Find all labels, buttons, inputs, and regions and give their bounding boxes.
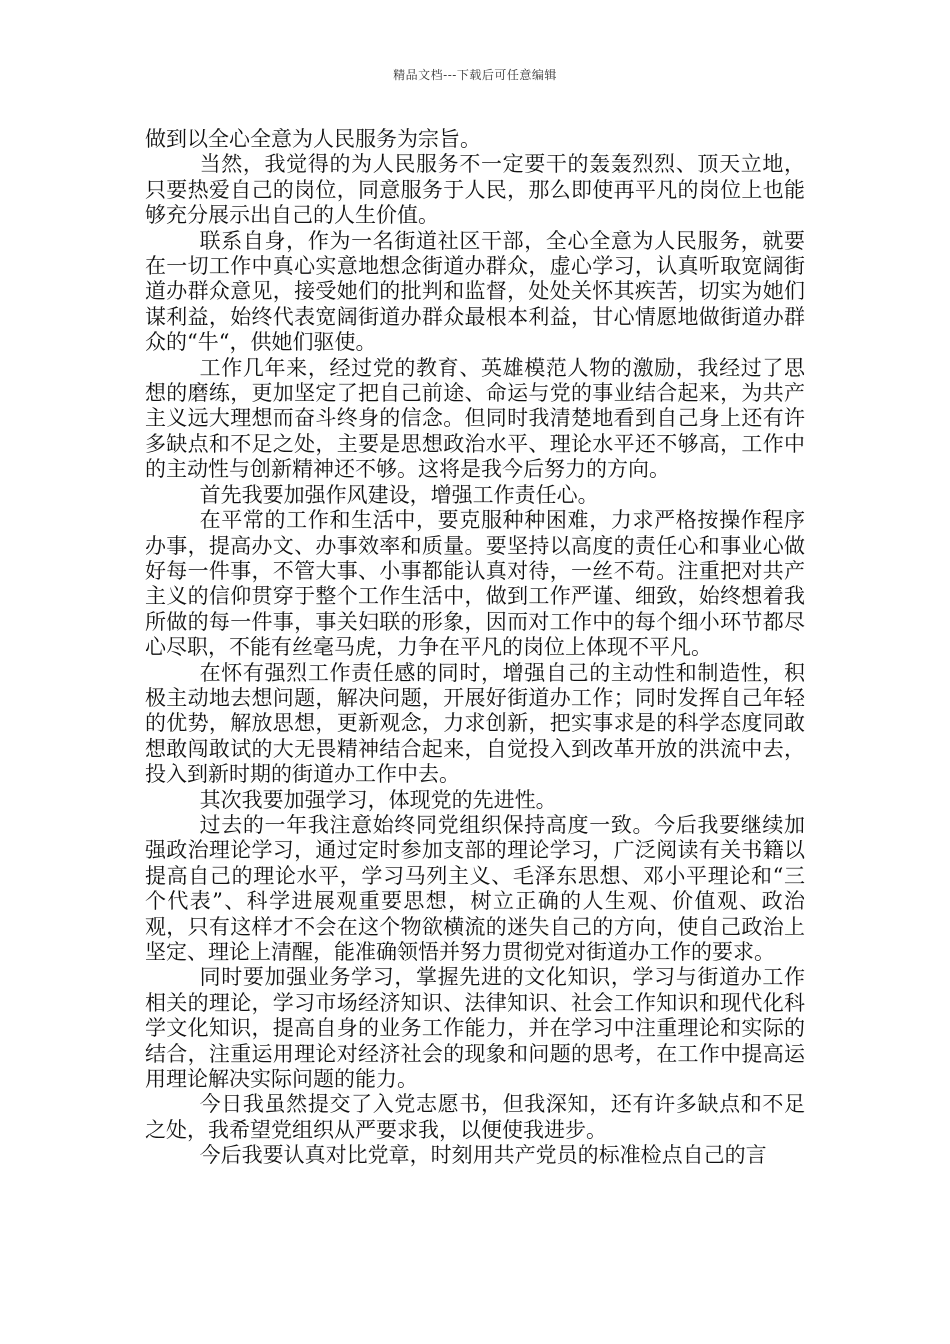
paragraph: 今后我要认真对比党章，时刻用共产党员的标准检点自己的言 (199, 1143, 767, 1168)
paragraph: 其次我要加强学习，体现党的先进性。 (199, 787, 557, 812)
paragraph: 今日我虽然提交了入党志愿书，但我深知，还有许多缺点和不足之处，我希望党组织从严要求我，以便使我进步。 (145, 1092, 805, 1142)
paragraph: 做到以全心全意为人民服务为宗旨。 (145, 127, 481, 151)
paragraph: 工作几年来，经过党的教育、英雄模范人物的激励，我经过了思想的磨练，更加坚定了把自己前途、命运与党的事业结合起来，为共产主义远大理想而奋斗终身的信念。但同时我清楚地看到自己身上还有许多缺点和不足之处，主要是思想政治水平、理论水平还不够高，工作中的主动性与创新精神还不够。这将是我今后努力的方向。 (145, 355, 805, 482)
paragraph: 同时要加强业务学习，掌握先进的文化知识，学习与街道办工作相关的理论，学习市场经济知识、法律知识、社会工作知识和现代化科学文化知识，提高自身的业务工作能力，并在学习中注重理论和实际的结合，注重运用理论对经济社会的现象和问题的思考，在工作中提高运用理论解决实际问题的能力。 (145, 965, 805, 1092)
page-header: 精品文档---下载后可任意编辑 (393, 68, 557, 82)
paragraph: 首先我要加强作风建设，增强工作责任心。 (199, 482, 599, 507)
paragraph: 联系自身，作为一名街道社区干部，全心全意为人民服务，就要在一切工作中真心实意地想念街道办群众，虚心学习，认真听取宽阔街道办群众意见，接受她们的批判和监督，处处关怀其疾苦，切实为她们谋利益，始终代表宽阔街道办群众最根本利益，甘心情愿地做街道办群众的“牛“，供她们驱使。 (145, 228, 805, 355)
paragraph: 在怀有强烈工作责任感的同时，增强自己的主动性和制造性，积极主动地去想问题，解决问题，开展好街道办工作；同时发挥自己年轻的优势，解放思想，更新观念，力求创新，把实事求是的科学态度同敢想敢闯敢试的大无畏精神结合起来，自觉投入到改革开放的洪流中去，投入到新时期的街道办工作中去。 (145, 660, 805, 787)
document-body (145, 127, 805, 1169)
paragraph: 在平常的工作和生活中，要克服种种困难，力求严格按操作程序办事，提高办文、办事效率和质量。要坚持以高度的责任心和事业心做好每一件事，不管大事、小事都能认真对待，一丝不苟。注重把对共产主义的信仰贯穿于整个工作生活中，做到工作严谨、细致，始终想着我所做的每一件事，事关妇联的形象，因而对工作中的每个细小环节都尽心尽职，不能有丝毫马虎，力争在平凡的岗位上体现不平凡。 (145, 508, 805, 660)
paragraph: 当然，我觉得的为人民服务不一定要干的轰轰烈烈、顶天立地，只要热爱自己的岗位，同意服务于人民，那么即使再平凡的岗位上也能够充分展示出自己的人生价值。 (145, 152, 805, 228)
paragraph: 过去的一年我注意始终同党组织保持高度一致。今后我要继续加强政治理论学习，通过定时参加支部的理论学习，广泛阅读有关书籍以提高自己的理论水平，学习马列主义、毛泽东思想、邓小平理论和“三个代表”、科学进展观重要思想，树立正确的人生观、价值观、政治观，只有这样才不会在这个物欲横流的迷失自己的方向，使自己政治上坚定、理论上清醒，能准确领悟并努力贯彻党对街道办工作的要求。 (145, 812, 805, 964)
